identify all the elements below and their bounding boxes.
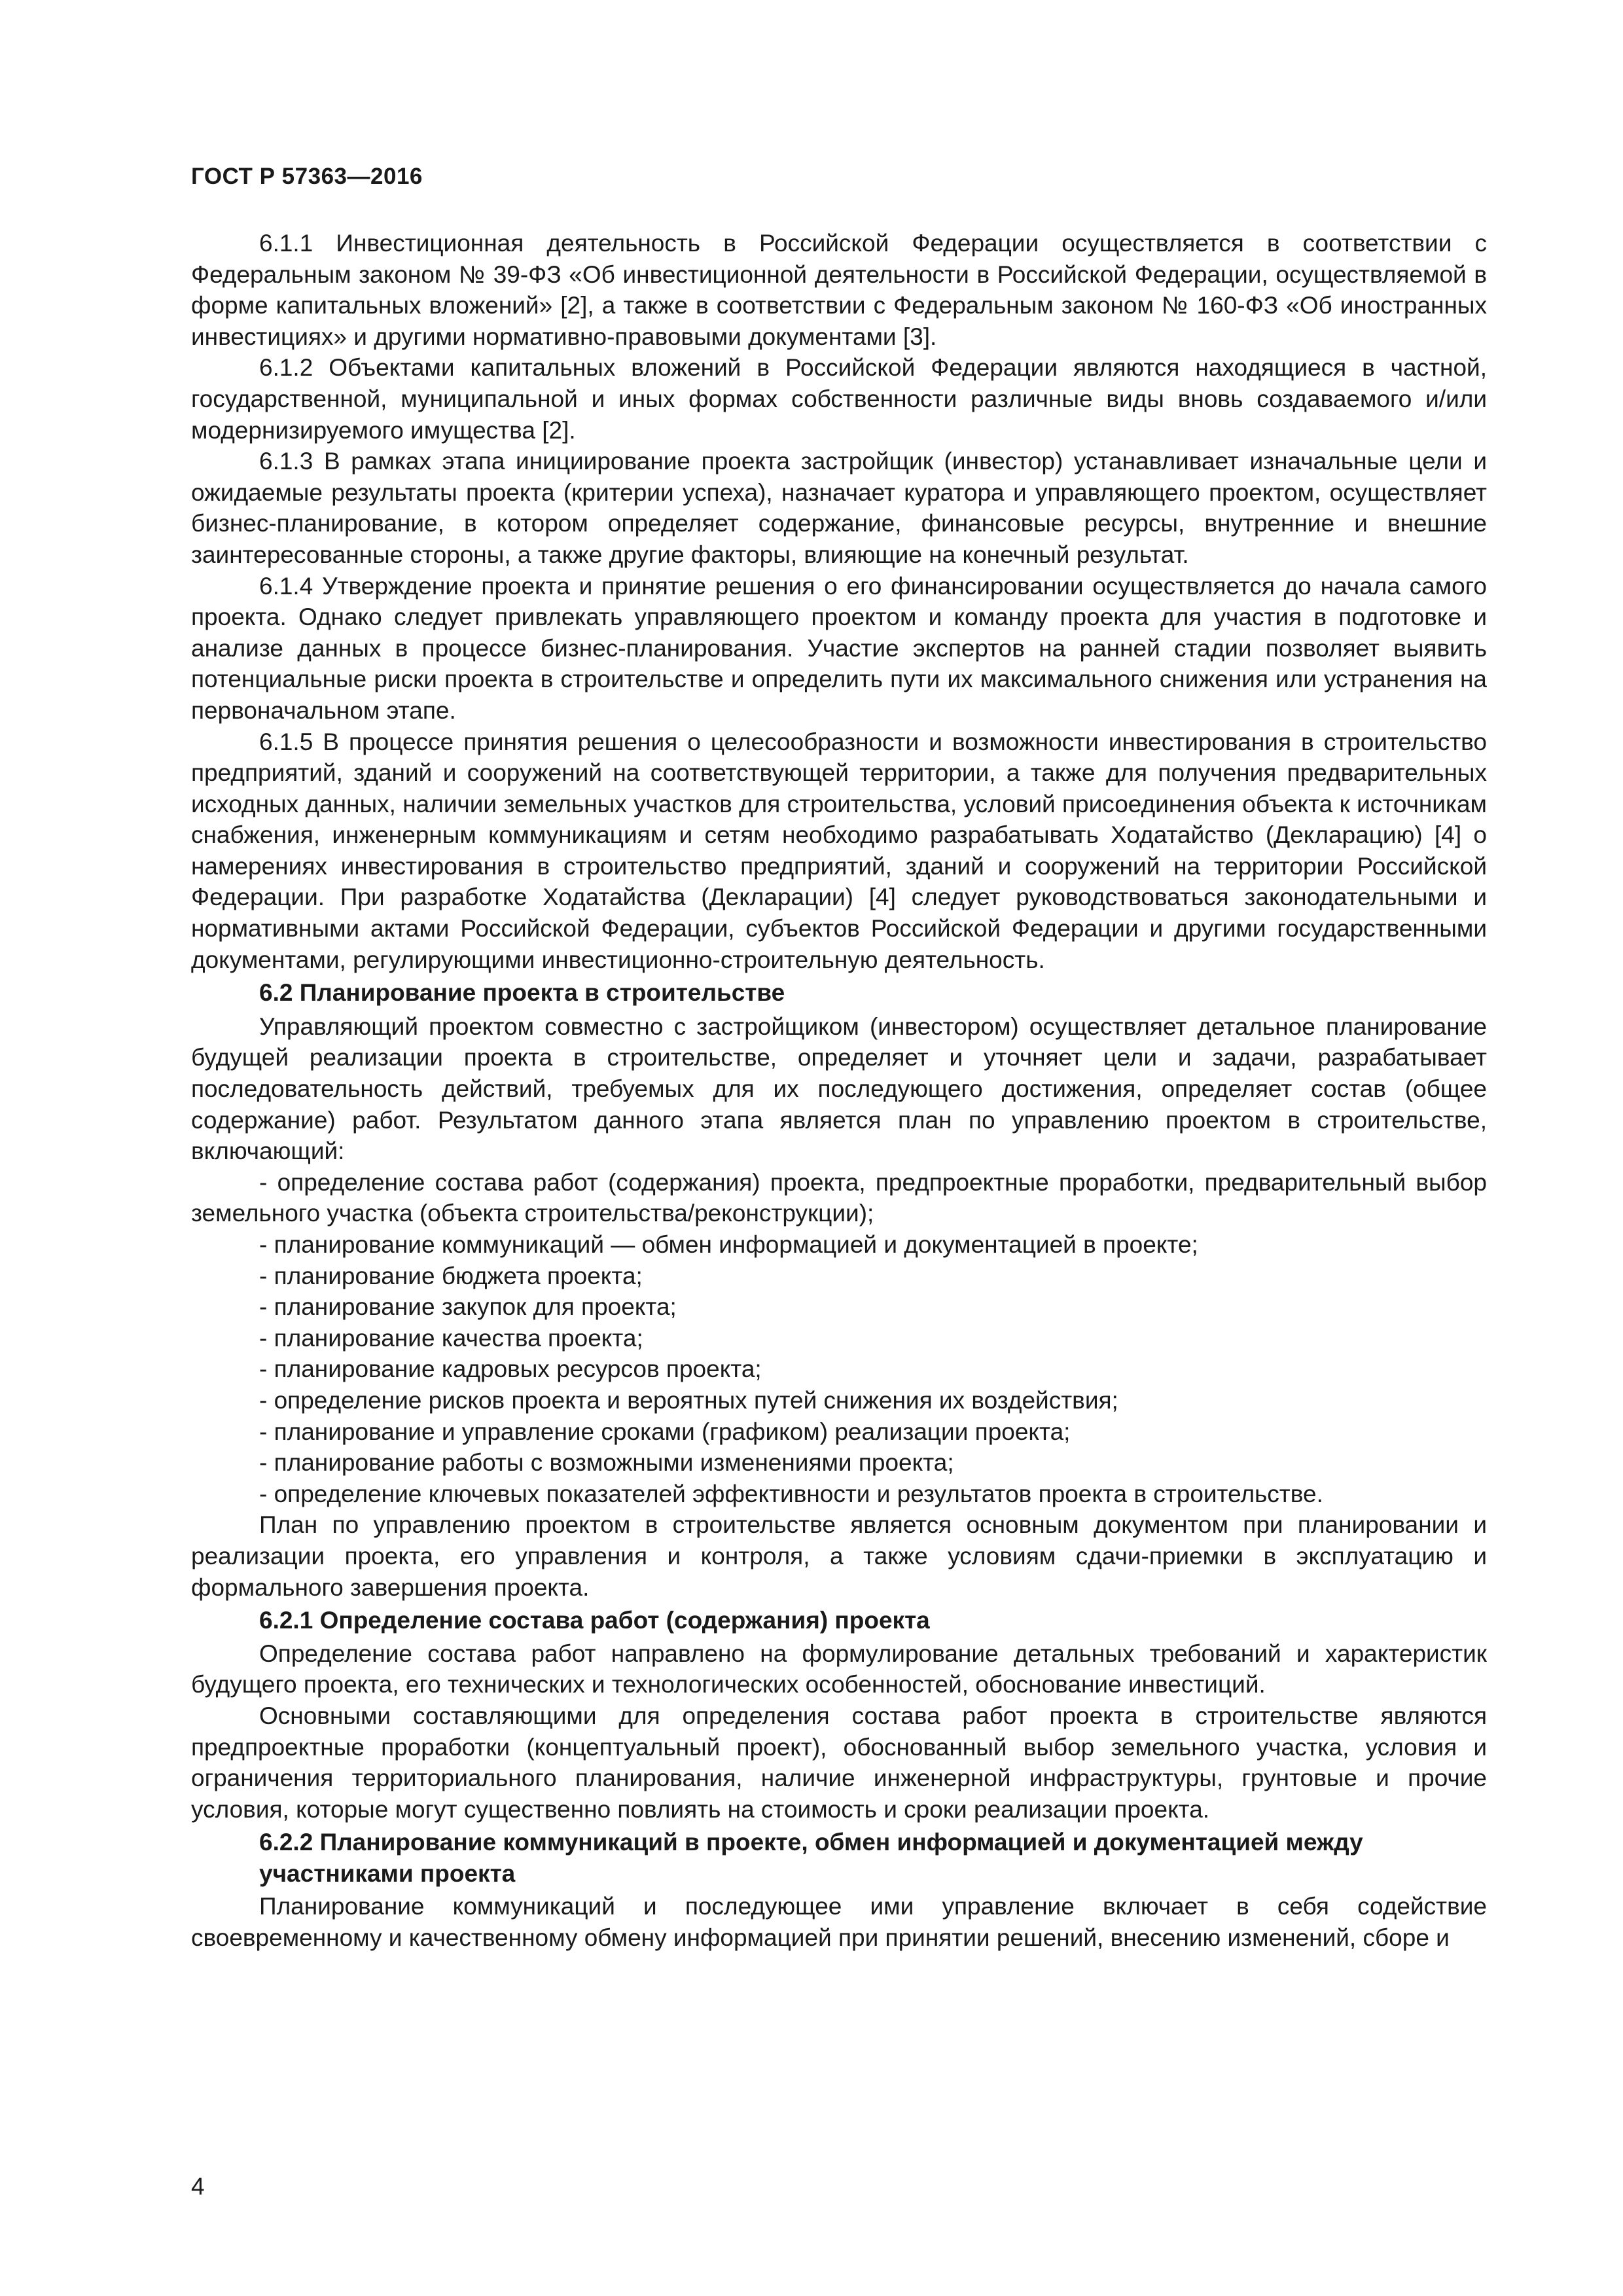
paragraph-6-2-2: Планирование коммуникаций и последующее ими управление включает в себя содействие своевременному и качественному обмену информацией при принятии решений, внесению изменений, сборе и [191, 1893, 1487, 1952]
list-item: - планирование и управление сроками (графиком) реализации проекта; [259, 1418, 1071, 1445]
paragraph-6-1-3: 6.1.3 В рамках этапа инициирование проекта застройщик (инвестор) устанавливает изначальные цели и ожидаемые результаты проекта (критерии успеха), назначает куратора и управляющего проектом, осуществляет бизнес-планирование, в котором определяет содержание, финансовые ресурсы, внутренние и внешние заинтересованные стороны, а также другие факторы, влияющие на конечный результат. [191, 448, 1487, 568]
list-item: - определение рисков проекта и вероятных путей снижения их воздействия; [259, 1386, 1118, 1414]
list-item: - планирование качества проекта; [259, 1324, 643, 1352]
list-item: - планирование работы с возможными изменениями проекта; [259, 1449, 954, 1477]
list-item: - планирование коммуникаций — обмен информацией и документацией в проекте; [259, 1231, 1198, 1258]
paragraph-6-1-4: 6.1.4 Утверждение проекта и принятие решения о его финансировании осуществляется до начала самого проекта. Однако следует привлекать управляющего проектом и команду проекта для участия в подготовке и анализе данных в процессе бизнес-планирования. Участие экспертов на ранней стадии позволяет выявить потенциальные риски проекта в строительстве и определить пути их максимального снижения или устранения на первоначальном этапе. [191, 572, 1487, 724]
paragraph-6-1-1: 6.1.1 Инвестиционная деятельность в Российской Федерации осуществляется в соответствии с Федеральным законом № 39-ФЗ «Об инвестиционной деятельности в Российской Федерации, осуществляемой в форме капитальных вложений» [2], а также в соответствии с Федеральным законом № 160-ФЗ «Об иностранных инвестициях» и другими нормативно-правовыми документами [3]. [191, 230, 1487, 350]
list-item: - планирование кадровых ресурсов проекта; [259, 1355, 762, 1383]
list-item: - планирование закупок для проекта; [259, 1293, 677, 1321]
paragraph-6-2-outro: План по управлению проектом в строительстве является основным документом при планировании и реализации проекта, его управления и контроля, а также условиям сдачи-приемки в эксплуатацию и формального завершения проекта. [191, 1511, 1487, 1601]
section-heading-6-2-2: 6.2.2 Планирование коммуникаций в проекте, обмен информацией и документацией между участниками проекта [259, 1829, 1363, 1887]
list-item: - планирование бюджета проекта; [259, 1262, 643, 1289]
page-number: 4 [191, 2173, 205, 2200]
document-body [191, 228, 1487, 1954]
paragraph-6-1-5: 6.1.5 В процессе принятия решения о целесообразности и возможности инвестирования в строительство предприятий, зданий и сооружений на соответствующей территории, а также для получения предварительных исходных данных, наличии земельных участков для строительства, условий присоединения объекта к источникам снабжения, инженерным коммуникациям и сетям необходимо разрабатывать Ходатайство (Декларацию) [4] о намерениях инвестирования в строительство предприятий, зданий и сооружений на территории Российской Федерации. При разработке Ходатайства (Декларации) [4] следует руководствоваться законодательными и нормативными актами Российской Федерации, субъектов Российской Федерации и другими государственными документами, регулирующими инвестиционно-строительную деятельность. [191, 728, 1487, 973]
paragraph-6-2-1-a: Определение состава работ направлено на формулирование детальных требований и характеристик будущего проекта, его технических и технологических особенностей, обоснование инвестиций. [191, 1640, 1487, 1698]
list-item: - определение ключевых показателей эффективности и результатов проекта в строительстве. [259, 1480, 1323, 1507]
paragraph-6-2-intro: Управляющий проектом совместно с застройщиком (инвестором) осуществляет детальное планирование будущей реализации проекта в строительстве, определяет и уточняет цели и задачи, разрабатывает последовательность действий, требуемых для их последующего достижения, определяет состав (общее содержание) работ. Результатом данного этапа является план по управлению проектом в строительстве, включающий: [191, 1013, 1487, 1165]
section-heading-6-2: 6.2 Планирование проекта в строительстве [259, 979, 785, 1007]
section-heading-6-2-1: 6.2.1 Определение состава работ (содержания) проекта [259, 1607, 930, 1634]
document-standard-code: ГОСТ Р 57363—2016 [191, 164, 423, 189]
paragraph-6-2-1-b: Основными составляющими для определения состава работ проекта в строительстве являются предпроектные проработки (концептуальный проект), обоснованный выбор земельного участка, условия и ограничения территориального планирования, наличие инженерной инфраструктуры, грунтовые и прочие условия, которые могут существенно повлиять на стоимость и сроки реализации проекта. [191, 1702, 1487, 1823]
paragraph-6-1-2: 6.1.2 Объектами капитальных вложений в Российской Федерации являются находящиеся в частной, государственной, муниципальной и иных формах собственности различные виды вновь создаваемого и/или модернизируемого имущества [2]. [191, 354, 1487, 444]
list-item: - определение состава работ (содержания) проекта, предпроектные проработки, предварительный выбор земельного участка (объекта строительства/реконструкции); [191, 1168, 1487, 1227]
plan-items-list [191, 1167, 1487, 1510]
